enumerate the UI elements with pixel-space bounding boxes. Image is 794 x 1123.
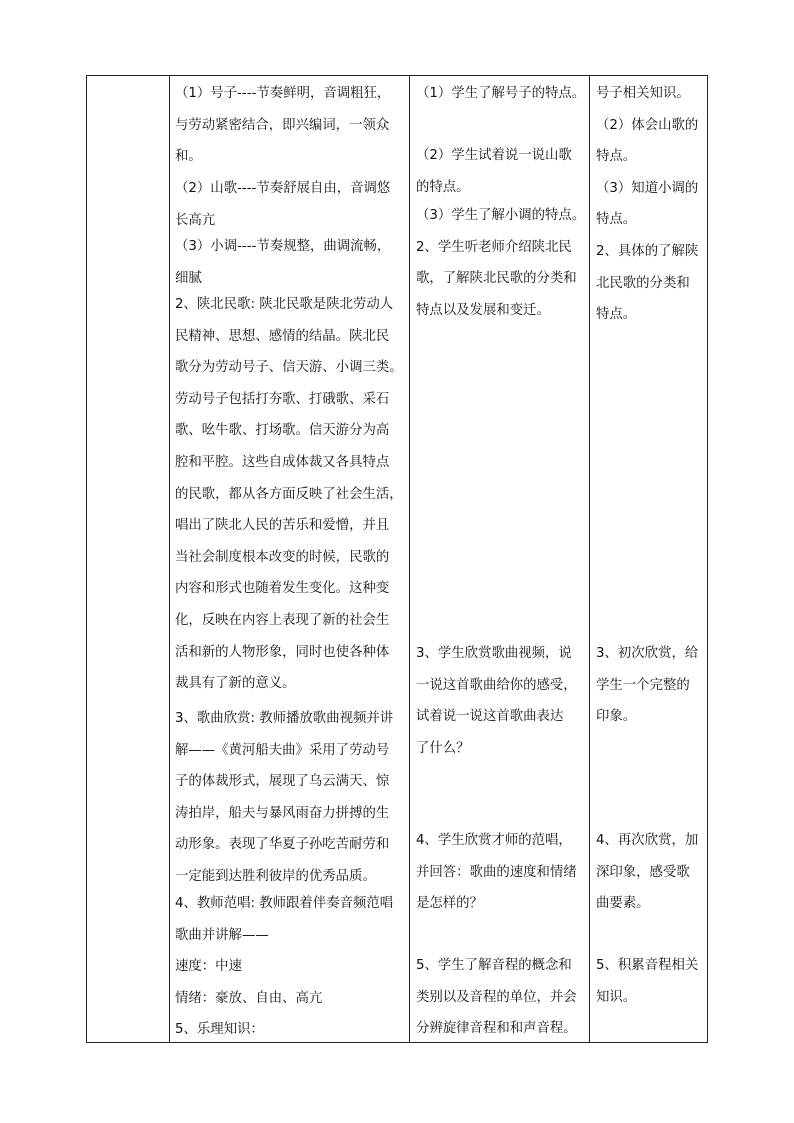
teacher-activity-line: 裁具有了新的意义。 [175,676,296,692]
teacher-activity-line: 细腻 [175,270,202,286]
lesson-plan-table [86,75,708,1043]
teacher-activity-line: 腔和平腔。这些自成体裁又各具特点 [175,454,390,470]
student-activity-line: 是怎样的？ [416,896,483,912]
student-activity-line: （3）学生了解小调的特点。 [416,208,586,223]
teacher-activity-line: 的民歌，都从各方面反映了社会生活， [175,486,403,502]
design-intent-line: 5、积累音程相关 [596,958,699,973]
teacher-activity-line: 一定能到达胜利彼岸的优秀品质。 [175,868,376,884]
design-intent-line: 曲要素。 [596,896,650,912]
student-activity-line: （2）学生试着说一说山歌 [416,148,572,163]
design-intent-line: 号子相关知识。 [596,86,690,101]
stage-column-cell [87,76,170,1043]
design-intent-content [590,76,707,1042]
teacher-activity-block-a [175,78,390,173]
teacher-activity-line: 歌、吆牛歌、打场歌。信天游分为高 [175,423,390,439]
student-activity-cell [410,76,590,1043]
teacher-activity-line: 化，反映在内容上表现了新的社会生 [175,612,390,628]
teacher-activity-line: 内容和形式也随着发生变化。这种变 [175,581,390,597]
teacher-activity-line: 与劳动紧密结合，即兴编词，一领众 [175,117,390,133]
design-intent-line: 特点。 [596,212,637,228]
teacher-activity-line: 4、教师范唱: 教师跟着伴奏音频范唱 [175,896,394,911]
design-intent-line: 深印象，感受歌 [596,864,690,880]
teacher-activity-line: 长高亢 [175,212,216,228]
student-activity-block-f [416,950,577,1045]
student-activity-line: 3、学生欣赏歌曲视频，说 [416,646,572,661]
student-activity-content [410,76,589,1042]
student-activity-line: 一说这首歌曲给你的感受， [416,677,577,693]
student-activity-line: 了什么？ [416,740,470,756]
teacher-activity-block-c [175,231,390,294]
student-activity-line: 4、学生欣赏才师的范唱， [416,833,572,848]
student-activity-line: 的特点。 [416,179,470,195]
teacher-activity-line: 涛拍岸，船夫与暴风雨奋力拼搏的生 [175,805,390,821]
design-intent-line: 3、初次欣赏，给 [596,646,699,661]
design-intent-line: 学生一个完整的 [596,677,690,693]
teacher-activity-line: 当社会制度根本改变的时候，民歌的 [175,549,390,565]
teacher-activity-line: 歌曲并讲解—— [175,927,269,943]
teacher-activity-line: 民精神、思想、感情的结晶。陕北民 [175,328,390,344]
teacher-activity-line: 3、歌曲欣赏: 教师播放歌曲视频并讲 [175,711,394,726]
design-intent-line: 知识。 [596,989,637,1005]
teacher-activity-line: 情绪：豪放、自由、高亢 [175,990,323,1006]
student-activity-line: 歌，了解陕北民歌的分类和 [416,271,577,287]
teacher-activity-line: 劳动号子包括打夯歌、打硪歌、采石 [175,391,390,407]
table-row [87,76,708,1043]
student-activity-block-e [416,825,577,920]
teacher-activity-line: 2、陕北民歌: 陕北民歌是陕北劳动人 [175,297,394,312]
student-activity-block-b [416,140,572,203]
student-activity-block-d [416,638,577,764]
teacher-activity-line: 活和新的人物形象，同时也使各种体 [175,644,390,660]
student-activity-line: 2、学生听老师介绍陕北民 [416,239,572,255]
design-intent-line: （2）体会山歌的 [596,117,699,133]
student-activity-line: 特点以及发展和变迁。 [416,302,550,318]
design-intent-cell [590,76,708,1043]
design-intent-line: 4、再次欣赏，加 [596,833,699,848]
teacher-activity-cell [170,76,410,1043]
student-activity-line: （1）学生了解号子的特点。 [416,86,586,101]
design-intent-line: 特点。 [596,149,637,165]
teacher-activity-block-e [175,703,393,893]
design-intent-line: 印象。 [596,709,637,725]
student-activity-block-a [416,78,585,110]
design-intent-block-d [596,950,698,1013]
student-activity-line: 分辨旋律音程和和声音程。 [416,1021,577,1037]
student-activity-line: 并回答：歌曲的速度和情绪 [416,864,577,880]
teacher-activity-line: 速度：中速 [175,959,242,974]
design-intent-block-c [596,825,698,920]
teacher-activity-block-b [175,173,390,236]
student-activity-block-c [416,200,585,326]
teacher-activity-line: 动形象。表现了华夏子孙吃苦耐劳和 [175,837,390,853]
teacher-activity-block-f [175,888,393,951]
teacher-activity-line: （3）小调----节奏规整，曲调流畅， [175,239,391,254]
teacher-activity-line: 歌分为劳动号子、信天游、小调三类。 [175,360,403,376]
teacher-activity-line: 5、乐理知识： [175,1022,264,1038]
teacher-activity-line: 子的体裁形式，展现了乌云满天、惊 [175,774,390,790]
student-activity-line: 类别以及音程的单位，并会 [416,989,577,1005]
teacher-activity-line: （2）山歌----节奏舒展自由，音调悠 [175,181,391,196]
student-activity-line: 试着说一说这首歌曲表达 [416,709,564,725]
student-activity-line: 5、学生了解音程的概念和 [416,958,572,973]
teacher-activity-block-d [175,289,403,700]
design-intent-line: 北民歌的分类和 [596,275,690,291]
teacher-activity-line: 唱出了陕北人民的苦乐和爱憎，并且 [175,518,390,534]
teacher-activity-content [170,76,409,1042]
design-intent-block-b [596,638,698,733]
design-intent-line: （3）知道小调的 [596,180,699,196]
design-intent-line: 特点。 [596,307,637,323]
teacher-activity-line: （1）号子----节奏鲜明，音调粗狂， [175,86,391,101]
design-intent-block-a [596,78,698,331]
teacher-activity-block-g [175,951,322,1046]
design-intent-line: 2、具体的了解陕 [596,243,699,259]
teacher-activity-line: 和。 [175,149,202,165]
teacher-activity-line: 解——《黄河船夫曲》采用了劳动号 [175,742,390,758]
